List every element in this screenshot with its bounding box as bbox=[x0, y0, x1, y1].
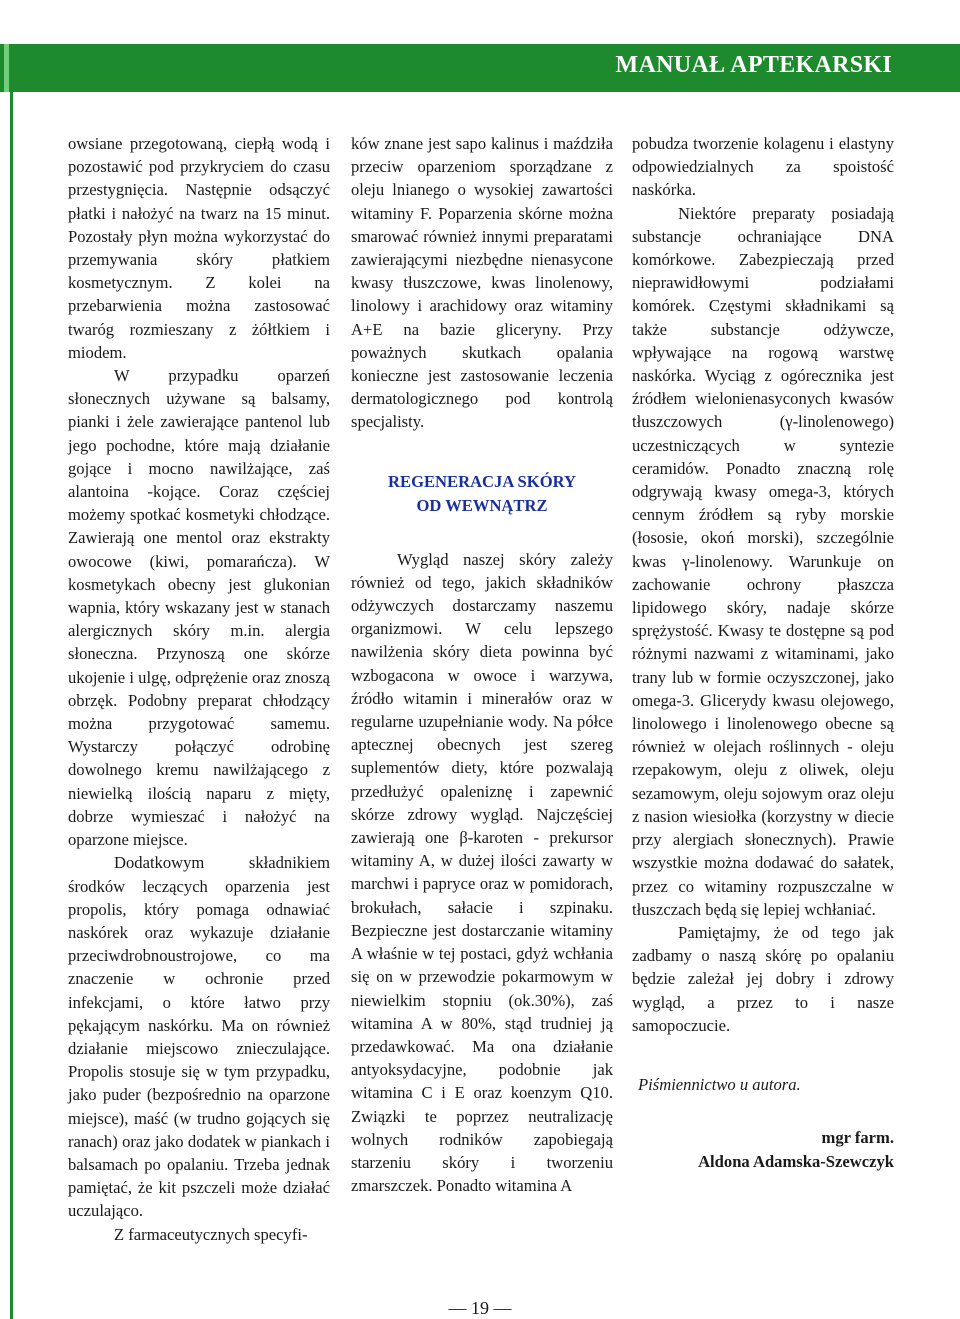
page-number: — 19 — bbox=[448, 1298, 512, 1318]
paragraph: Pamiętajmy, że od tego jak zadbamy o naszą skórę po opalaniu będzie zależał jej dobry i zdrowy wygląd, a przez to i nasze samopoczucie. bbox=[632, 922, 894, 1035]
text-column-1 bbox=[68, 132, 330, 1246]
section-subheading bbox=[351, 470, 613, 518]
paragraph: ków znane jest sapo kalinus i maździła przeciw oparzeniom sporządzane z oleju lnianego o wysokiej zawartości witaminy F. Poparzenia skórne można smarować również innymi preparatami zawierającymi niezbędne nienasycone kwasy tłuszczowe, kwas linolenowy, linolowy i arachidowy oraz witaminy A+E na bazie gliceryny. Przy poważnych skutkach opalania konieczne jest zastosowanie leczenia dermatologicznego pod kontrolą specjalisty. bbox=[351, 134, 613, 432]
section-title: MANUAŁ APTEKARSKI bbox=[615, 52, 892, 78]
author-signature bbox=[632, 1126, 894, 1174]
paragraph: Wygląd naszej skóry zależy również od tego, jakich składników odżywczych dostarczamy naszemu organizmowi. W celu lepszego nawilżenia skóry dieta powinna być wzbogacona w owoce i warzywa, źródło witamin i minerałów oraz w regularne uzupełnianie wody. Na półce aptecznej obecnych jest szereg suplementów diety, które pozwalają przedłużyć opaleniznę i zapewnić skórze zdrowy wygląd. Najczęściej zawierają one β-karoten - prekursor witaminy A, w dużej ilości zawarty w marchwi i papryce oraz w pomidorach, brokułach, sałacie i szpinaku. Bezpieczne jest dostarczanie witaminy A właśnie w tej postaci, gdyż wchłania się on w przewodzie pokarmowym w niewielkim stopniu (ok.30%), zaś witamina A w 80%, stąd trudniej ją przedawkować. Ma ona działanie antyoksydacyjne, podobnie jak witamina C i E oraz koenzym Q10. Związki te poprzez neutralizację wolnych rodników zapobiegają starzeniu skóry i tworzeniu zmarszczek. Ponadto witamina A bbox=[351, 549, 613, 1196]
left-margin-rule bbox=[10, 92, 13, 1319]
author-name: Aldona Adamska-Szewczyk bbox=[698, 1152, 894, 1172]
paragraph: W przypadku oparzeń słonecznych używane są balsamy, pianki i żele zawierające pantenol lub jego pochodne, które mają działanie gojące i mocno nawilżające, zaś alantoina -kojące. Coraz częściej możemy spotkać kosmetyki chłodzące. Zawierają one mentol oraz ekstrakty owocowe (kiwi, pomarańcza). W kosmetykach obecny jest glukonian wapnia, który wskazany jest w stanach alergicznych skóry m.in. alergia słoneczna. Przynoszą one skórze ukojenie i ulgę, odprężenie oraz znoszą obrzęk. Podobny preparat chłodzący można przygotować samemu. Wystarczy połączyć odrobinę dowolnego kremu nawilżającego z niewielką ilością naparu z mięty, dobrze wymieszać i nałożyć na oparzone miejsce. bbox=[68, 366, 330, 850]
text-column-2 bbox=[351, 132, 613, 1197]
text-column-3 bbox=[632, 132, 894, 1174]
header-bar bbox=[0, 44, 960, 92]
paragraph: Z farmaceutycznych specyfi- bbox=[114, 1224, 308, 1244]
subheading-line-2: OD WEWNĄTRZ bbox=[416, 495, 548, 515]
header-stripe bbox=[4, 44, 9, 92]
paragraph: pobudza tworzenie kolagenu i elastyny odpowiedzialnych za spoistość naskórka. bbox=[632, 134, 894, 200]
references-note: Piśmiennictwo u autora. bbox=[638, 1074, 801, 1094]
paragraph: Dodatkowym składnikiem środków leczących oparzenia jest propolis, który pomaga odnawiać naskórek oraz wykazuje działanie przeciwdrobnoustrojowe, co ma znaczenie w ochronie przed infekcjami, o które łatwo przy pękającym naskórku. Ma on również działanie miejscowo znieczulające. Propolis stosuje się w tym przypadku, jako puder (bezpośrednio na oparzone miejsce), maść (w trudno gojących się ranach) oraz jako dodatek w piankach i balsamach po opalaniu. Trzeba jednak pamiętać, że kit pszczeli może działać uczulająco. bbox=[68, 853, 330, 1221]
paragraph: owsiane przegotowaną, ciepłą wodą i pozostawić pod przykryciem do czasu przestygnięcia. Następnie odsączyć płatki i nałożyć na twarz na 15 minut. Pozostały płyn można wykorzystać do przemywania skóry płatkiem kosmetycznym. Z kolei na przebarwienia można zastosować twaróg rozmieszany z żółtkiem i miodem. bbox=[68, 134, 330, 362]
paragraph: Niektóre preparaty posiadają substancje ochraniające DNA komórkowe. Zabezpieczają przed nieprawidłowymi podziałami komórek. Częstymi składnikami są także substancje odżywcze, wpływające na rogową warstwę naskórka. Wyciąg z ogórecznika jest źródłem wielonienasyconych kwasów tłuszczowych (γ-linolenowego) uczestniczących w syntezie ceramidów. Ponadto znaczną rolę odgrywają kwasy omega-3, których cennym źródłem są ryby morskie (łososie, okoń morski), szczególnie kwas γ-linolenowy. Warunkuje on zachowanie ochrony płaszcza lipidowego skóry, nadaje skórze sprężystość. Kwasy te dostępne są pod różnymi nazwami z witaminami, jako trany lub w formie oczyszczonej, jako omega-3. Glicerydy kwasu olejowego, linolowego i linolenowego obecne są również w olejach roślinnych - oleju rzepakowym, oleju z oliwek, oleju sezamowym, oleju sojowym oraz oleju z nasion wiesiołka (korzystny w diecie przy alergiach słonecznych). Prawie wszystkie można dodawać do sałatek, przez co witaminy rozpuszczalne w tłuszczach będą się lepiej wchłaniać. bbox=[632, 203, 894, 919]
author-title: mgr farm. bbox=[821, 1128, 894, 1148]
subheading-line-1: REGENERACJA SKÓRY bbox=[388, 471, 576, 491]
